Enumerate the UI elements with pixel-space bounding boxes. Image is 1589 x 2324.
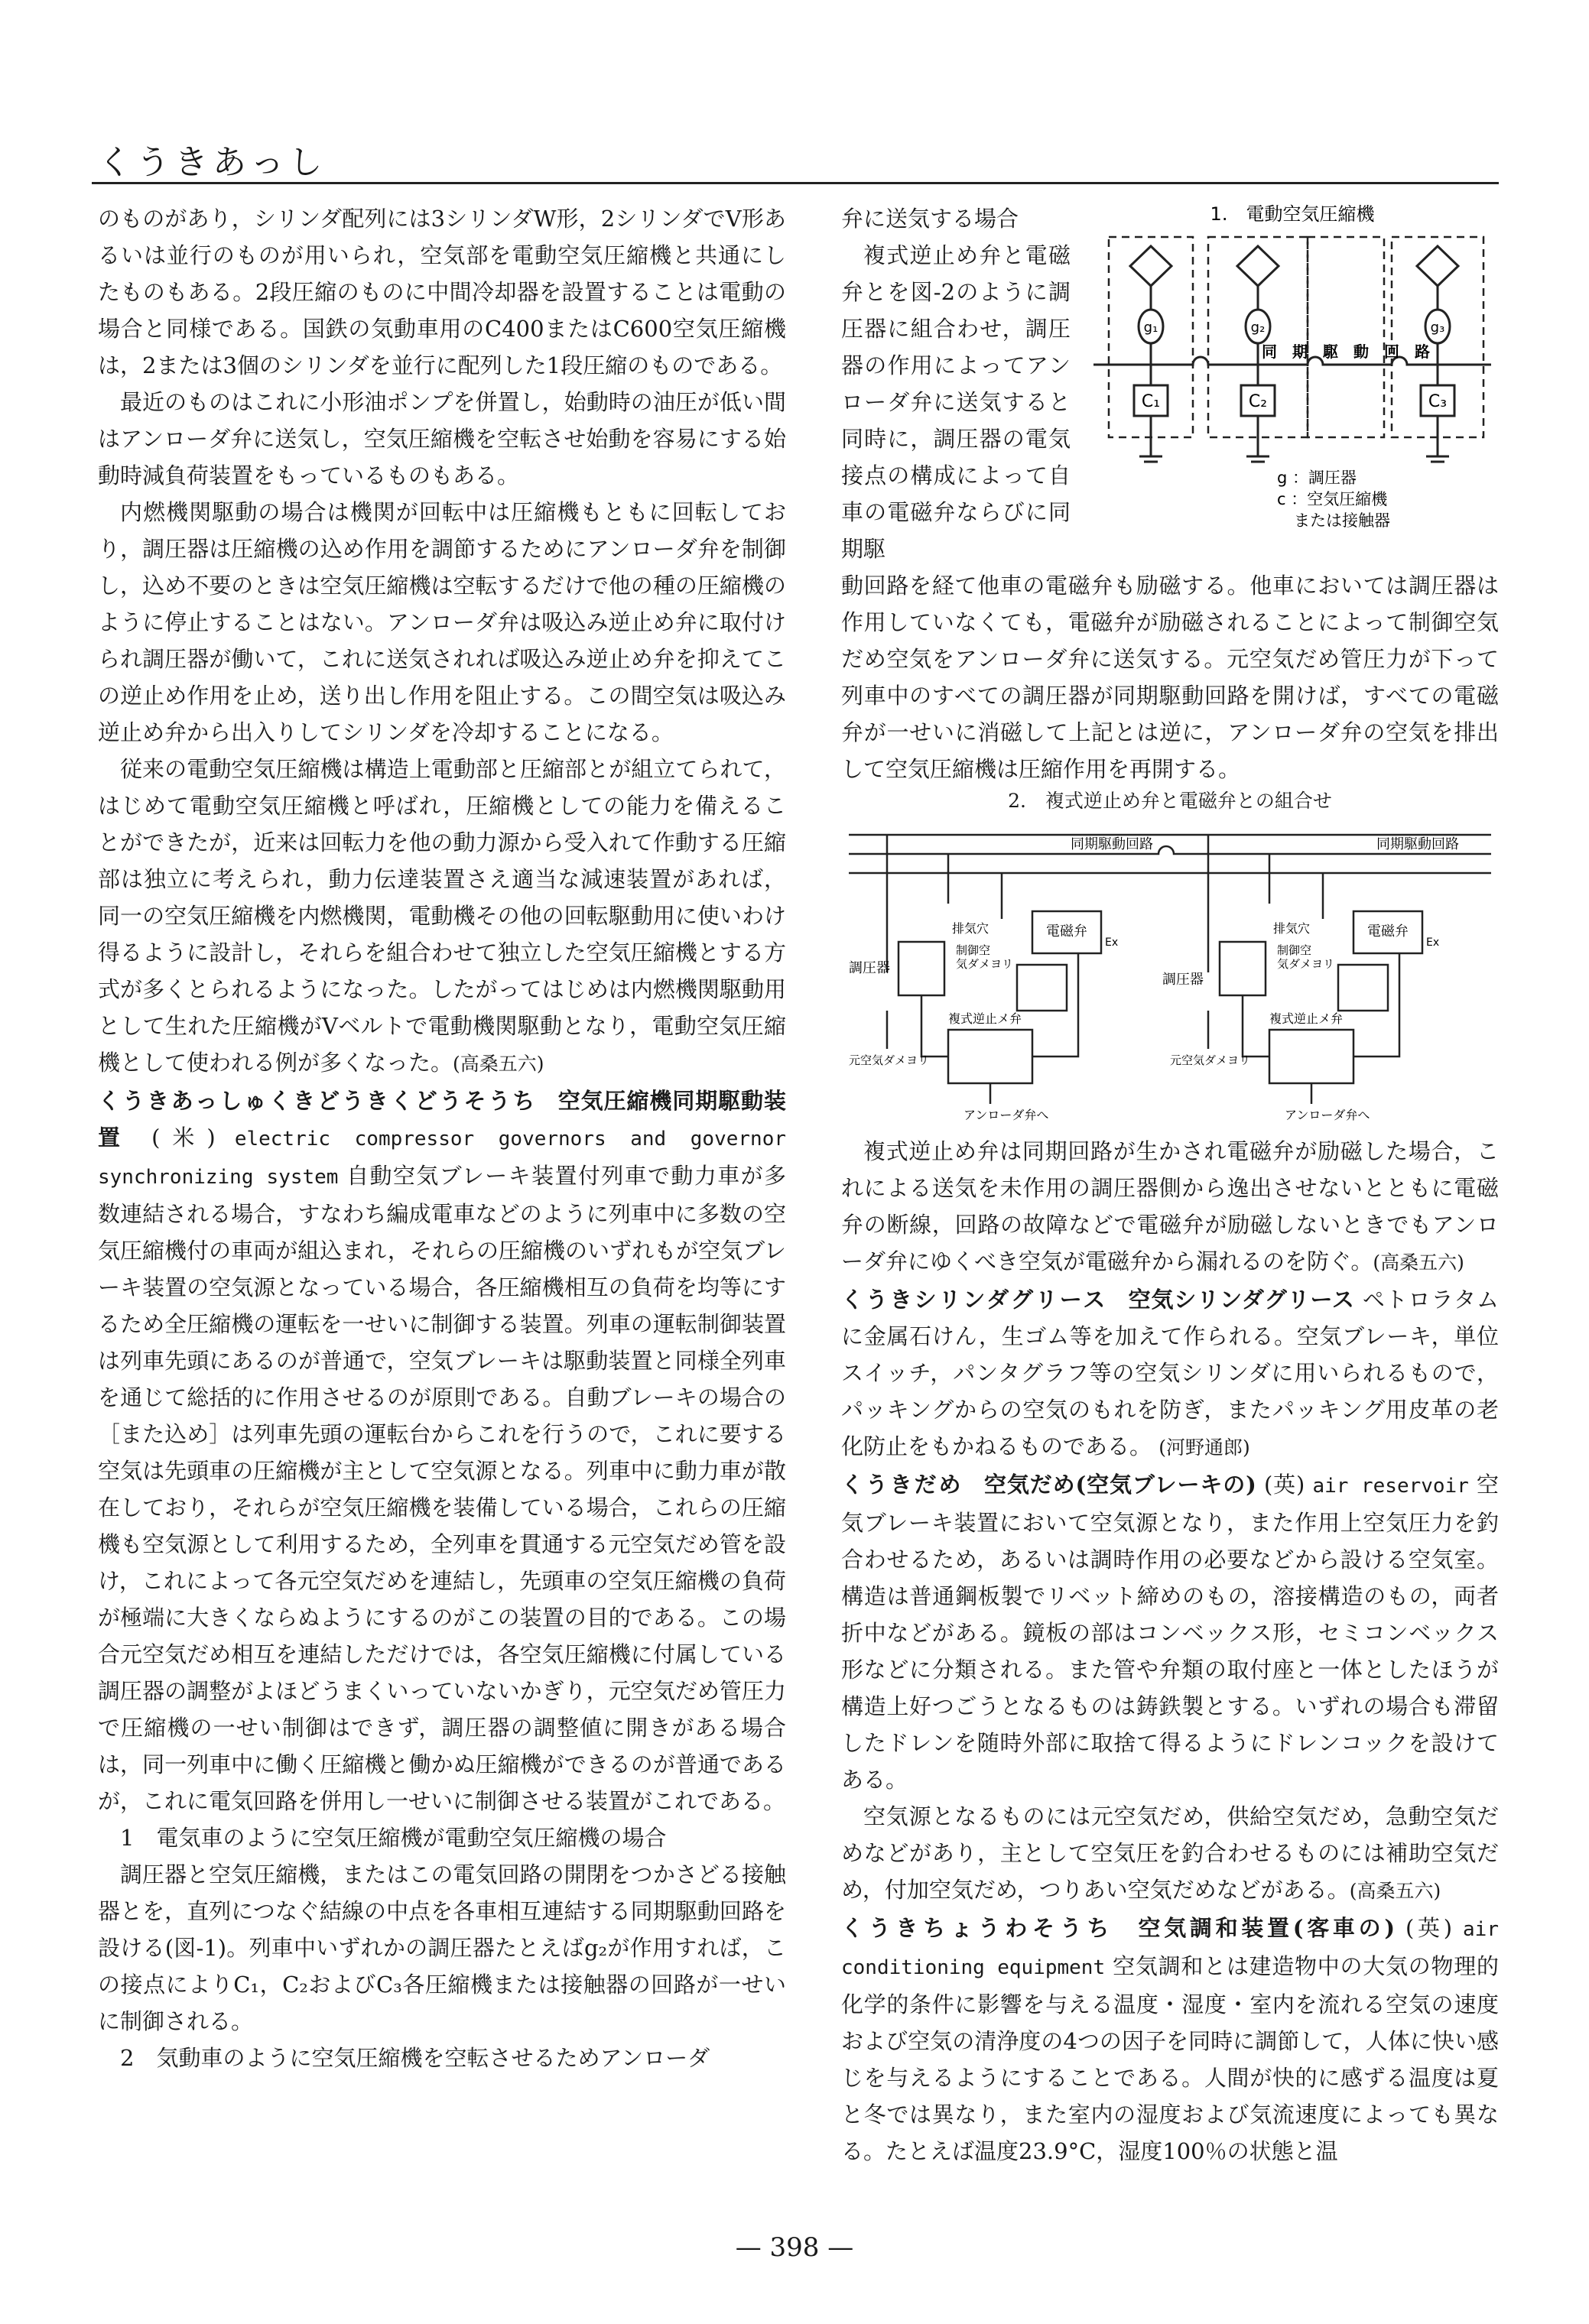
paragraph [841,1798,1499,1910]
entry-english: air reservoir [1312,1475,1469,1498]
legend-g: g ：調圧器 [1277,469,1357,487]
entry-english: electric compressor governors and governor synchronizing system [98,1128,787,1189]
control-reservoir-1 [1017,965,1067,1011]
legend-c: c ：空気圧縮機 [1277,490,1388,508]
entry-body: ペトロラタムに金属石けん，生ゴム等を加えて作られる。空気ブレーキ，単位スイッチ，パンタグラフ等の空気シリンダに用いられるもので，パッキングからの空気のもれを防ぎ，またパッキング用皮革の老化防止をもかねるものである。 [841,1287,1500,1459]
dictionary-entry [98,1082,786,1819]
entry-term: 空気だめ(空気ブレーキの) [983,1472,1256,1498]
car-blank-box [1308,237,1384,437]
entry-language: (英) [1405,1915,1453,1941]
author-credit: (高桑五六) [453,1053,544,1075]
entry-language: (米) [151,1125,216,1151]
paragraph-text: 従来の電動空気圧縮機は構造上電動部と圧縮部とが組立てられて，はじめて電動空気圧縮機と呼ばれ，圧縮機としての能力を備えることができたが，近来は回転力を他の動力源から受入れて作動する圧縮部は独立に考えられ，動力伝達装置さえ適当な減速装置があれば，同一の空気圧縮機を内燃機関，電動機その他の回転駆動用に使いわけ得るように設計し，それらを組合わせて独立した空気圧縮機とする方式が多くとられるようになった。したがってはじめは内燃機関駆動用として生れた圧縮機がVベルトで電動機関駆動となり，電動空気圧縮機として使われる例が多くなった。 [98,756,786,1076]
ex-label: Ex [1426,936,1440,949]
entry-english: air conditioning equipment [841,1918,1499,1979]
page-number: — 398 — [735,2232,854,2263]
regulator-label: 調圧器 [849,960,890,976]
paragraph: 調圧器と空気圧縮機，またはこの電気回路の開閉をつかさどる接触器とを，直列につなぐ結線の中点を各車相互連結する同期駆動回路を設ける(図-1)。列車中いずれかの調圧器たとえばg₂が作用すれば，この接点によりC₁，C₂およびC₃各圧縮機または接触器の回路が一せいに制御される。 [98,1861,786,2034]
unloader-label: アンローダ弁へ [963,1108,1049,1122]
paragraph: 弁に送気する場合 [841,206,1019,232]
figure-1-side-text [841,200,1071,567]
g-label: g₁ [1143,320,1158,336]
regulator-label: 調圧器 [1162,972,1204,988]
figure-1-block [841,200,1499,567]
entry-language: (英) [1263,1472,1305,1498]
ex-label: Ex [1105,936,1119,949]
main-reservoir-label: 元空気ダメヨリ [849,1053,930,1067]
regulator-2 [1220,942,1266,995]
author-credit: (河野通郎) [1158,1436,1250,1459]
main-reservoir-label: 元空気ダメヨリ [1170,1053,1251,1067]
entry-body: 空気ブレーキ装置において空気源となり，また作用上空気圧力を釣合わせるため，あるいは調時作用の必要などから設ける空気室。構造は普通鋼板製でリベット締めのもの，溶接構造のもの，両者折中などがある。鏡板の部はコンベックス形，セミコンベックス形などに分類される。また管や弁類の取付座と一体としたほうが構造上好つごうとなるものは鋳鉄製とする。いずれの場合も滞留したドレンを随時外部に取捨て得るようにドレンコックを設けてある。 [841,1472,1499,1793]
control-reservoir-label: 制御空 [1277,943,1312,957]
double-check-valve-1 [948,1030,1032,1083]
running-head: くうきあっし [98,143,327,182]
legend-c-alt: または接触器 [1294,511,1390,530]
paragraph-text: 空気源となるものには元空気だめ，供給空気だめ，急動空気だめなどがあり，主として空気圧を釣合わせるものには補助空気だめ，付加空気だめ，つりあい空気だめなどがある。 [841,1803,1499,1903]
exhaust-label: 排気穴 [952,921,989,936]
figure-2-caption: 2. 複式逆止め弁と電磁弁との組合せ [1008,790,1332,812]
numbered-item-2: 2 気動車のように空気圧縮機を空転させるためアンローダ [120,2045,710,2071]
check-valve-label: 複式逆止メ弁 [1269,1011,1344,1026]
dictionary-entry [841,1281,1499,1466]
check-valve-label: 複式逆止メ弁 [948,1011,1022,1026]
sync-circuit-label: 同期駆動回路 [1376,836,1459,852]
solenoid-label: 電磁弁 [1046,923,1087,940]
g-label: g₃ [1430,320,1445,336]
left-column [98,200,786,2076]
exhaust-label: 排気穴 [1273,921,1311,936]
c-label: C₃ [1428,392,1448,411]
paragraph: のものがあり，シリンダ配列には3シリンダW形，2シリンダでV形あるいは並行のものが用いられ，空気部を電動空気圧縮機と共通にしたものもある。2段圧縮のものに中間冷却器を設置することは電動の場合と同様である。国鉄の気動車用のC400またはC600空気圧縮機は，2または3個のシリンダを並行に配列した1段圧縮のものである。 [98,206,786,378]
control-reservoir-2 [1338,965,1388,1011]
paragraph: 最近のものはこれに小形油ポンプを併置し，始動時の油圧が低い間はアンローダ弁に送気し，空気圧縮機を空転させ始動を容易にする始動時減負荷装置をもっているものもある。 [98,389,786,488]
paragraph: 複式逆止め弁と電磁弁とを図-2のように調圧器に組合わせ，調圧器の作用によってアンローダ弁に送気すると同時に，調圧器の電気接点の構成によって自車の電磁弁ならびに同期駆 [841,242,1071,562]
g-label: g₂ [1250,320,1266,336]
header-rule [92,182,1499,184]
entry-term: 空気シリンダグリース [1128,1287,1355,1313]
pantograph-3-icon [1417,246,1458,286]
entry-headword: くうきあっしゅくきどうきくどうそうち [98,1088,538,1114]
author-credit: (高桑五六) [1373,1251,1464,1274]
paragraph [841,1133,1499,1281]
entry-term: 空気圧縮機同期駆動装置 [98,1088,786,1151]
paragraph [98,751,786,1082]
numbered-item-1: 1 電気車のように空気圧縮機が電動空気圧縮機の場合 [120,1825,667,1851]
dictionary-entry [841,1466,1499,1798]
solenoid-label: 電磁弁 [1367,923,1409,940]
control-reservoir-label: 気ダメヨリ [1277,957,1335,971]
entry-headword: くうきシリンダグリース [841,1287,1108,1313]
pantograph-1-icon [1130,246,1171,286]
entry-headword: くうきだめ [841,1472,963,1498]
sync-circuit-label: 同期駆動回路 [1071,836,1153,852]
sync-circuit-label: 同 期 駆 動 回 路 [1262,342,1430,361]
dictionary-entry [841,1910,1499,2170]
paragraph: 内燃機関駆動の場合は機関が回転中は圧縮機もともに回転しており，調圧器は圧縮機の込め作用を調節するためにアンローダ弁を制御し，込め不要のときは空気圧縮機は空転するだけで他の種の圧縮機のように停止することはない。アンローダ弁は吸込み逆止め弁に取付けられ調圧器が働いて，これに送気されれば吸込み逆止め弁を抑えてこの逆止め作用を止め，送り出し作用を阻止する。この間空気は吸込み逆止め弁から出入りしてシリンダを冷却することになる。 [98,499,786,745]
figure-2-diagram [841,820,1499,1125]
entry-body: 自動空気ブレーキ装置付列車で動力車が多数連結される場合，すなわち編成電車などのように列車中に多数の空気圧縮機付の車両が組込まれ，それらの圧縮機のいずれもが空気ブレーキ装置の空気源となっている場合，各圧縮機相互の負荷を均等にするため全圧縮機の運転を一せいに制御する装置。列車の運転制御装置は列車先頭にあるのが普通で，空気ブレーキは駆動装置と同様全列車を通じて総括的に作用させるのが原則である。自動ブレーキの場合の［また込め］は列車先頭の運転台からこれを行うので，これに要する空気は先頭車の圧縮機が主として空気源となる。列車中に動力車が散在しており，それらが空気圧縮機を装備している場合，これらの圧縮機も空気源として利用するため，全列車を貫通する元空気だめ管を設け，これによって各元空気だめを連結し，先頭車の空気圧縮機の負荷が極端に大きくならぬようにするのがこの装置の目的である。この場合元空気だめ相互を連結しただけでは，各空気圧縮機に付属している調圧器の調整がよほどうまくいっていないかぎり，元空気だめ管圧力で圧縮機の一せい制御はできず，調圧器の調整値に開きがある場合は，同一列車中に働く圧縮機と働かぬ圧縮機ができるのが普通であるが，これに電気回路を併用し一せいに制御させる装置がこれである。 [98,1163,787,1814]
unloader-label: アンローダ弁へ [1285,1108,1370,1122]
entry-body: 空気調和とは建造物中の大気の物理的化学的条件に影響を与える温度・湿度・室内を流れる空気の速度および空気の清浄度の4つの因子を同時に調節して，人体に快い感じを与えるようにすることである。人間が快的に感ずる温度は夏と冬では異なり，また室内の湿度および気流速度によっても異なる。たとえば温度23.9°C，湿度100％の状態と温 [841,1953,1499,2164]
entry-headword: くうきちょうわそうち [841,1915,1115,1941]
author-credit: (高桑五六) [1349,1880,1441,1902]
c-label: C₂ [1248,392,1268,411]
pantograph-2-icon [1237,246,1279,286]
paragraph: 動回路を経て他車の電磁弁も励磁する。他車においては調圧器は作用していなくても，電磁弁が励磁されることによって制御空気だめ空気をアンローダ弁に送気する。元空気だめ管圧力が下って列車中のすべての調圧器が同期駆動回路を開けば，すべての電磁弁が一せいに消磁して上記とは逆に，アンローダ弁の空気を排出して空気圧縮機は圧縮作用を再開する。 [841,573,1499,782]
entry-term: 空気調和装置(客車の) [1138,1915,1396,1941]
control-reservoir-label: 気ダメヨリ [956,957,1014,971]
right-column [841,200,1499,2170]
figure-1-caption: 1. 電動空気圧縮機 [1210,203,1375,225]
regulator-1 [898,942,944,995]
figure-1-diagram [1086,200,1499,560]
double-check-valve-2 [1269,1030,1353,1083]
control-reservoir-label: 制御空 [956,943,991,957]
c-label: C₁ [1141,392,1161,411]
paragraph-text: 複式逆止め弁は同期回路が生かされ電磁弁が励磁した場合，これによる送気を未作用の調圧器側から逸出させないとともに電磁弁の断線，回路の故障などで電磁弁が励磁しないときでもアンローダ弁にゆくべき空気が電磁弁から漏れるのを防ぐ。 [841,1138,1499,1274]
